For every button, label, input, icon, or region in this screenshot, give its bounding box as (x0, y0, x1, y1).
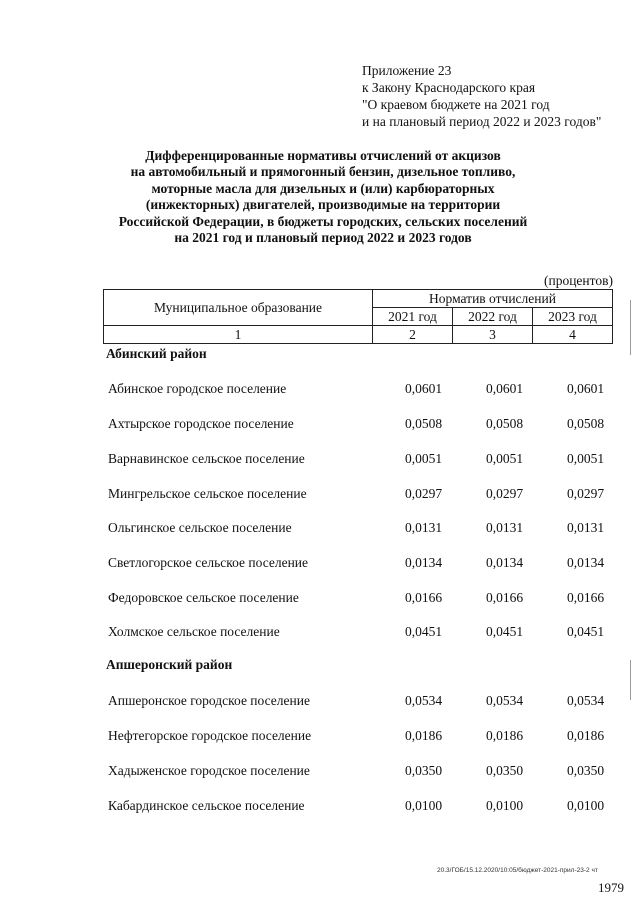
document-code: 20.3/ГОБ/15.12.2020/10:05/бюджет-2021-прил-23-2 чт (437, 867, 598, 874)
year-header-2022: 2022 год (453, 308, 533, 326)
value-2022: 0,0297 (486, 486, 524, 501)
value-2021: 0,0051 (405, 451, 443, 466)
value-2021: 0,0186 (405, 728, 443, 743)
scan-edge-mark (630, 300, 631, 355)
title-line: на автомобильный и прямогонный бензин, дизельное топливо, (130, 164, 516, 180)
section-heading: Абинский район (106, 346, 207, 361)
municipality-name: Холмское сельское поселение (108, 624, 280, 639)
municipality-name: Ахтырское городское поселение (108, 416, 294, 431)
table-row (0, 798, 640, 818)
municipality-name: Мингрельское сельское поселение (108, 486, 307, 501)
municipality-name: Федоровское сельское поселение (108, 590, 299, 605)
value-2022: 0,0350 (486, 763, 524, 778)
value-2023: 0,0508 (567, 416, 605, 431)
value-2021: 0,0297 (405, 486, 443, 501)
column-number: 4 (533, 326, 613, 344)
table-row (0, 590, 640, 610)
table-header (103, 289, 613, 344)
value-2021: 0,0131 (405, 520, 443, 535)
table-row (0, 451, 640, 471)
value-2023: 0,0601 (567, 381, 605, 396)
value-2022: 0,0534 (486, 693, 524, 708)
document-title (100, 148, 546, 246)
value-2021: 0,0601 (405, 381, 443, 396)
municipality-name: Апшеронское городское поселение (108, 693, 310, 708)
value-2021: 0,0508 (405, 416, 443, 431)
table-row (0, 520, 640, 540)
scan-edge-mark (630, 660, 631, 700)
municipality-name: Варнавинское сельское поселение (108, 451, 305, 466)
value-2022: 0,0166 (486, 590, 524, 605)
value-2021: 0,0350 (405, 763, 443, 778)
title-line: моторные масла для дизельных и (или) карбюраторных (151, 180, 495, 196)
table-row (0, 416, 640, 436)
table-row (0, 486, 640, 506)
year-header-2021: 2021 год (373, 308, 453, 326)
appendix-header (362, 62, 601, 130)
value-2023: 0,0350 (567, 763, 605, 778)
value-2021: 0,0100 (405, 798, 443, 813)
value-2022: 0,0131 (486, 520, 524, 535)
table-row (0, 763, 640, 783)
column-number: 3 (453, 326, 533, 344)
value-2023: 0,0297 (567, 486, 605, 501)
year-header-2023: 2023 год (533, 308, 613, 326)
title-line: (инжекторных) двигателей, производимые на территории (145, 197, 501, 213)
table-row (0, 624, 640, 644)
value-2023: 0,0534 (567, 693, 605, 708)
value-2023: 0,0186 (567, 728, 605, 743)
municipality-name: Нефтегорское городское поселение (108, 728, 312, 743)
value-2023: 0,0051 (567, 451, 605, 466)
value-2023: 0,0451 (567, 624, 605, 639)
value-2023: 0,0166 (567, 590, 605, 605)
appendix-line: Приложение 23 (362, 63, 452, 78)
value-2023: 0,0100 (567, 798, 605, 813)
municipality-name: Ольгинское сельское поселение (108, 520, 292, 535)
value-2022: 0,0451 (486, 624, 524, 639)
table-row (0, 693, 640, 713)
column-number: 1 (104, 326, 373, 344)
municipality-name: Абинское городское поселение (108, 381, 287, 396)
appendix-line: "О краевом бюджете на 2021 год (362, 97, 550, 112)
section-heading: Апшеронский район (106, 657, 233, 672)
value-2022: 0,0051 (486, 451, 524, 466)
value-2023: 0,0134 (567, 555, 605, 570)
norm-header: Норматив отчислений (373, 290, 613, 308)
municipality-name: Светлогорское сельское поселение (108, 555, 309, 570)
value-2021: 0,0451 (405, 624, 443, 639)
column-number: 2 (373, 326, 453, 344)
table-row (0, 555, 640, 575)
value-2022: 0,0134 (486, 555, 524, 570)
value-2022: 0,0186 (486, 728, 524, 743)
value-2021: 0,0134 (405, 555, 443, 570)
appendix-line: и на плановый период 2022 и 2023 годов" (362, 114, 602, 129)
value-2021: 0,0534 (405, 693, 443, 708)
value-2023: 0,0131 (567, 520, 605, 535)
title-line: Российской Федерации, в бюджеты городских, сельских поселений (118, 213, 528, 229)
value-2022: 0,0601 (486, 381, 524, 396)
table-row (0, 728, 640, 748)
title-line: Дифференцированные нормативы отчислений от акцизов (145, 148, 501, 163)
table-row (0, 381, 640, 401)
value-2022: 0,0100 (486, 798, 524, 813)
appendix-line: к Закону Краснодарского края (362, 80, 536, 95)
municipality-name: Хадыженское городское поселение (108, 763, 310, 778)
value-2022: 0,0508 (486, 416, 524, 431)
page-number: 1979 (598, 880, 624, 895)
title-line: на 2021 год и плановый период 2022 и 2023 годов (174, 230, 472, 246)
units-label: (процентов) (543, 273, 613, 288)
municipality-header: Муниципальное образование (104, 290, 373, 326)
municipality-name: Кабардинское сельское поселение (108, 798, 305, 813)
value-2021: 0,0166 (405, 590, 443, 605)
